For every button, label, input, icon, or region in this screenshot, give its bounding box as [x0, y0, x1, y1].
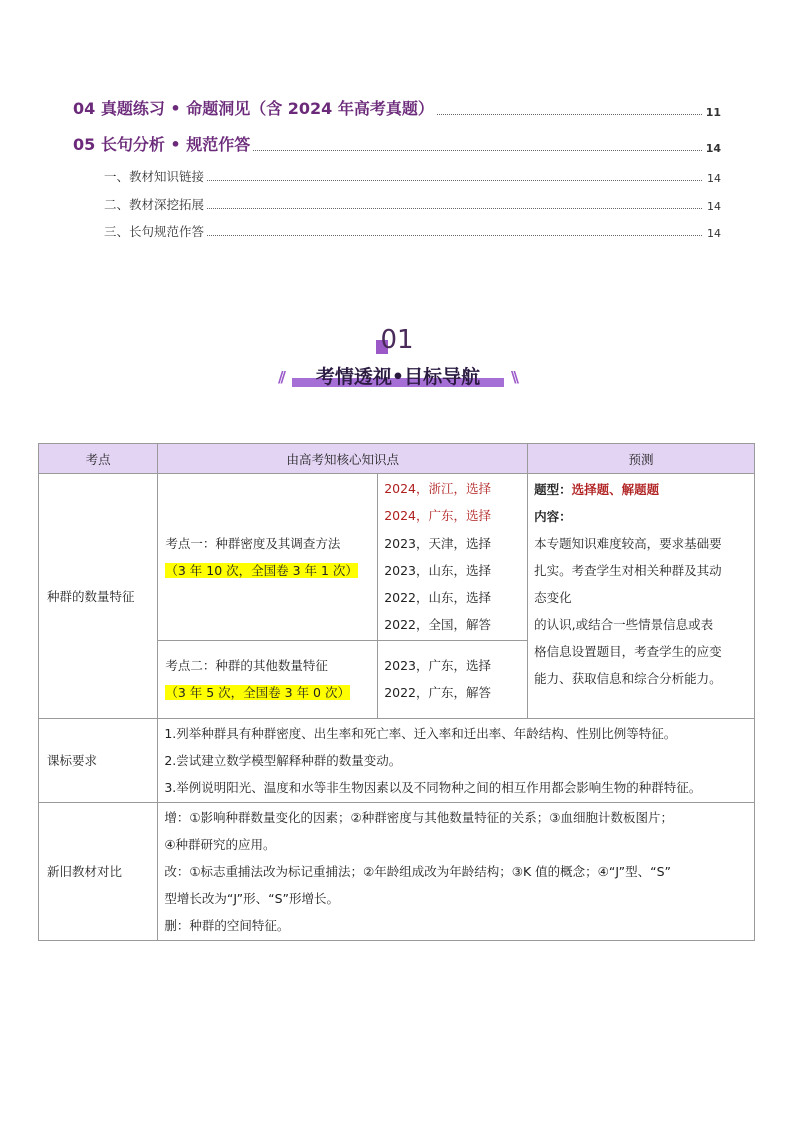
row-label-curriculum: 课标要求 — [39, 718, 158, 802]
table-header-row — [39, 444, 755, 474]
toc-entry-04[interactable] — [73, 96, 721, 119]
toc-subentry-page: 14 — [707, 227, 721, 240]
year-entry: 2022，全国，解答 — [384, 617, 492, 633]
exam-analysis-table — [38, 443, 755, 941]
toc-leader-dots — [253, 149, 702, 151]
toc-leader-dots — [207, 234, 702, 236]
header-core-knowledge: 由高考知核心知识点 — [158, 444, 528, 474]
toc-entry-page: 11 — [705, 106, 721, 119]
year-entry: 2022，广东，解答 — [384, 685, 492, 701]
year-entry: 2024，广东，选择 — [384, 508, 492, 524]
year-entry: 2023，天津，选择 — [384, 535, 492, 551]
toc-subentry-3[interactable] — [104, 222, 721, 240]
prediction-line: 本专题知识难度较高，要求基础要 — [534, 536, 722, 551]
toc-subentry-title: 三、长句规范作答 — [104, 224, 205, 239]
compare-line: ④种群研究的应用。 — [164, 836, 276, 852]
toc-leader-dots — [207, 179, 702, 181]
point1-name: 考点一：种群密度及其调查方法 — [165, 535, 341, 551]
toc-entry-05[interactable] — [73, 132, 721, 155]
prediction-cell — [528, 474, 755, 719]
point2-cell — [158, 640, 378, 718]
prediction-content-label: 内容： — [534, 509, 572, 524]
year-entry: 2023，山东，选择 — [384, 562, 492, 578]
section-title: 考情透视•目标导航 — [315, 366, 481, 388]
toc-entry-page: 14 — [705, 142, 721, 155]
textbook-compare-cell — [158, 802, 755, 940]
toc-leader-dots — [437, 113, 702, 115]
prediction-type-value: 选择题、解题题 — [571, 482, 660, 497]
curriculum-cell — [158, 718, 755, 802]
curriculum-line: 2.尝试建立数学模型解释种群的数量变动。 — [164, 752, 402, 768]
year-entry: 2022，山东，选择 — [384, 590, 492, 606]
point2-stat: （3 年 5 次，全国卷 3 年 0 次） — [165, 685, 350, 701]
row-label-population: 种群的数量特征 — [39, 474, 158, 719]
table-row — [39, 802, 755, 940]
header-prediction: 预测 — [528, 444, 755, 474]
toc-subentry-1[interactable] — [104, 167, 721, 185]
point2-years-cell — [378, 640, 528, 718]
table-row — [39, 474, 755, 641]
year-entry: 2024，浙江，选择 — [384, 481, 492, 496]
prediction-line: 的认识,或结合一些情景信息或表 — [534, 617, 714, 632]
point1-years-cell — [378, 474, 528, 641]
curriculum-line: 3.举例说明阳光、温度和水等非生物因素以及不同物种之间的相互作用都会影响生物的种群特征。 — [164, 779, 702, 795]
prediction-type-label: 题型： — [534, 482, 572, 497]
toc-subentry-title: 二、教材深挖拓展 — [104, 197, 205, 212]
curriculum-line: 1.列举种群具有种群密度、出生率和死亡率、迁入率和迁出率、年龄结构、性别比例等特征。 — [164, 725, 677, 741]
point1-stat: （3 年 10 次，全国卷 3 年 1 次） — [165, 562, 358, 578]
year-entry: 2023，广东，选择 — [384, 657, 492, 673]
table-row — [39, 718, 755, 802]
prediction-line: 扎实。考查学生对相关种群及其动 — [534, 563, 722, 578]
point1-cell — [158, 474, 378, 641]
compare-line: 改：①标志重捕法改为标记重捕法；②年龄组成改为年龄结构；③K 值的概念；④“J”型、“S” — [164, 863, 671, 879]
toc-subentry-page: 14 — [707, 172, 721, 185]
toc-subentry-title: 一、教材知识链接 — [104, 169, 205, 184]
point2-name: 考点二：种群的其他数量特征 — [165, 658, 328, 674]
compare-line: 型增长改为“J”形、“S”形增长。 — [164, 890, 339, 906]
row-label-textbook-compare: 新旧教材对比 — [39, 802, 158, 940]
prediction-line: 格信息设置题目，考查学生的应变 — [534, 644, 722, 659]
section-deco-right: \\ — [511, 368, 516, 386]
header-kaodian: 考点 — [39, 444, 158, 474]
compare-line: 增：①影响种群数量变化的因素；②种群密度与其他数量特征的关系；③血细胞计数板图片； — [164, 809, 673, 825]
prediction-line: 能力、获取信息和综合分析能力。 — [534, 671, 722, 686]
toc-entry-title: 04 真题练习 • 命题洞见（含 2024 年高考真题） — [73, 99, 434, 118]
section-title-block — [278, 362, 518, 388]
prediction-line: 态变化 — [534, 590, 572, 605]
section-number: 01 — [380, 325, 414, 355]
toc-leader-dots — [207, 207, 702, 209]
section-deco-left: // — [278, 368, 283, 386]
toc-entry-title: 05 长句分析 • 规范作答 — [73, 135, 251, 154]
compare-line: 删：种群的空间特征。 — [164, 917, 290, 933]
toc-subentry-page: 14 — [707, 200, 721, 213]
toc-subentry-2[interactable] — [104, 195, 721, 213]
